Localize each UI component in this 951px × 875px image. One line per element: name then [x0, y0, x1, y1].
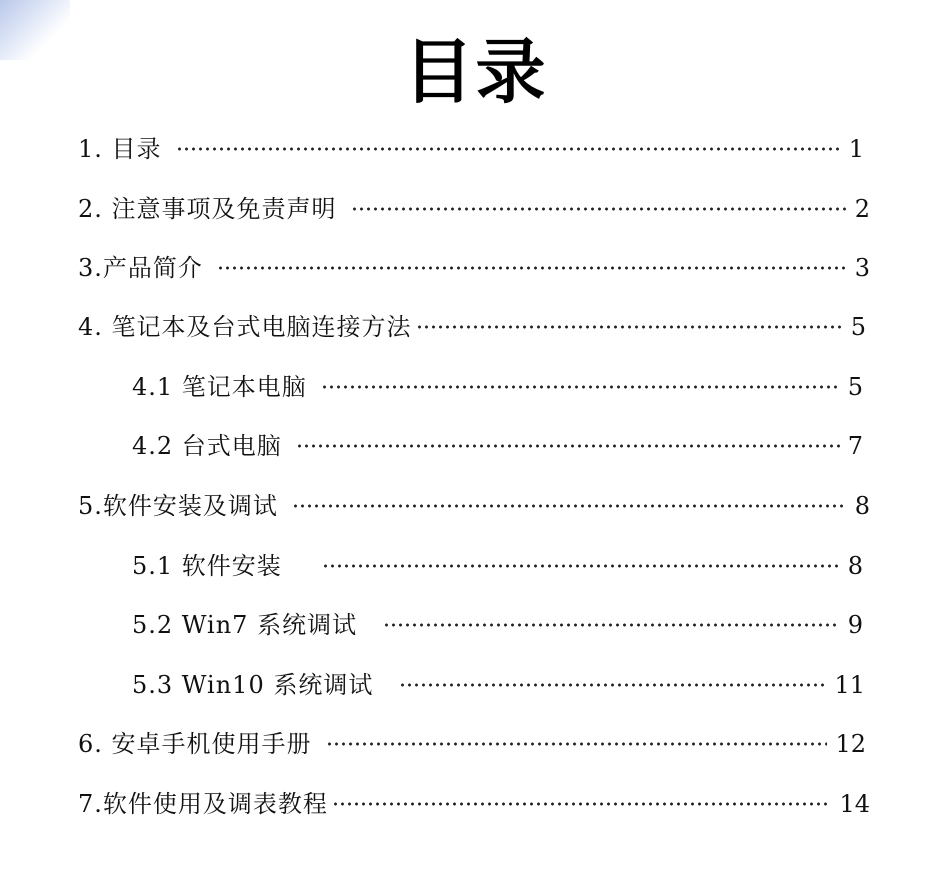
dot-leader [351, 194, 847, 224]
toc-entry-page: 7 [847, 432, 863, 460]
toc-entry-label: 6. 安卓手机使用手册 [78, 730, 312, 758]
toc-entry-page: 2 [854, 195, 870, 223]
toc-entry-1[interactable] [78, 134, 864, 164]
toc-entry-4[interactable] [78, 312, 866, 342]
toc-entry-5-2[interactable] [132, 610, 863, 640]
toc-entry-5-1[interactable] [132, 551, 863, 581]
dot-leader [296, 431, 840, 461]
dot-leader [292, 491, 847, 521]
toc-entry-4-2[interactable] [132, 431, 863, 461]
toc-entry-label: 5.3 Win10 系统调试 [132, 671, 374, 699]
toc-entry-label: 4.1 笔记本电脑 [132, 373, 307, 401]
toc-entry-2[interactable] [78, 194, 870, 224]
toc-entry-page: 5 [847, 373, 863, 401]
toc-entry-label: 1. 目录 [78, 135, 162, 163]
toc-entry-label: 4. 笔记本及台式电脑连接方法 [78, 313, 412, 341]
toc-entry-page: 8 [854, 492, 870, 520]
dot-leader [332, 789, 832, 819]
toc-entry-label: 5.2 Win7 系统调试 [132, 611, 358, 639]
dot-leader [322, 551, 840, 581]
toc-entry-page: 11 [834, 671, 865, 699]
dot-leader [321, 372, 840, 402]
toc-entry-label: 7.软件使用及调表教程 [78, 790, 328, 818]
toc-entry-5-3[interactable] [132, 670, 865, 700]
dot-leader [383, 610, 840, 640]
toc-entry-3[interactable] [78, 253, 870, 283]
toc-entry-4-1[interactable] [132, 372, 863, 402]
toc-entry-page: 8 [847, 552, 863, 580]
toc-entry-page: 12 [835, 730, 866, 758]
toc-entry-label: 5.1 软件安装 [132, 552, 282, 580]
toc-entry-page: 3 [854, 254, 870, 282]
toc-entry-label: 5.软件安装及调试 [78, 492, 278, 520]
dot-leader [399, 670, 826, 700]
dot-leader [326, 729, 828, 759]
toc-entry-5[interactable] [78, 491, 870, 521]
toc-entry-page: 14 [839, 790, 870, 818]
toc-entry-label: 4.2 台式电脑 [132, 432, 282, 460]
dot-leader [416, 312, 843, 342]
dot-leader [217, 253, 847, 283]
toc-entry-page: 5 [850, 313, 866, 341]
toc-entry-label: 2. 注意事项及免责声明 [78, 195, 337, 223]
toc-entry-6[interactable] [78, 729, 866, 759]
toc-entry-page: 9 [847, 611, 863, 639]
toc-entry-7[interactable] [78, 789, 870, 819]
toc-entry-page: 1 [848, 135, 864, 163]
dot-leader [176, 134, 841, 164]
page-title: 目录 [403, 31, 548, 113]
toc-entry-label: 3.产品简介 [78, 254, 203, 282]
